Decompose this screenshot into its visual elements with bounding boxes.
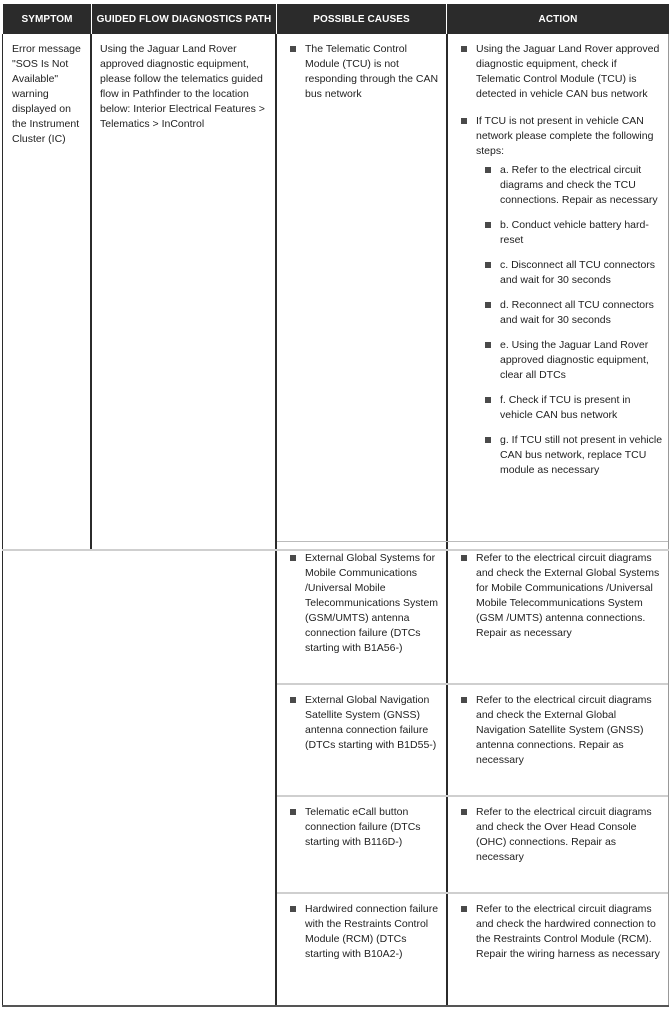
step-item: b. Conduct vehicle battery hard-reset bbox=[482, 218, 663, 248]
list-item: Refer to the electrical circuit diagrams and check the External Global Systems for Mobile Communications /Universal Mobile Telecommunications System (GSM /UMTS) antenna connections. Repair as necessary bbox=[458, 551, 663, 641]
divider bbox=[277, 892, 668, 894]
symptom-cell bbox=[12, 42, 82, 147]
step-item: a. Refer to the electrical circuit diagrams and check the TCU connections. Repair as necessary bbox=[482, 163, 663, 208]
divider bbox=[90, 34, 92, 551]
list-item: External Global Navigation Satellite System (GNSS) antenna connection failure (DTCs starting with B1D55-) bbox=[287, 693, 442, 753]
cause-cell bbox=[287, 805, 442, 861]
step-item: f. Check if TCU is present in vehicle CAN bus network bbox=[482, 393, 663, 423]
divider bbox=[668, 34, 669, 1006]
step-item: g. If TCU still not present in vehicle CAN bus network, replace TCU module as necessary bbox=[482, 433, 663, 478]
list-item: The Telematic Control Module (TCU) is not responding through the CAN bus network bbox=[287, 42, 442, 102]
header-guided-flow: GUIDED FLOW DIAGNOSTICS PATH bbox=[92, 4, 276, 34]
action-cell bbox=[458, 902, 663, 973]
action-cell bbox=[458, 551, 663, 652]
divider bbox=[2, 1005, 669, 1007]
divider bbox=[277, 683, 668, 685]
list-item: Refer to the electrical circuit diagrams and check the External Global Navigation Satellite System (GNSS) antenna connections. Repair as necessary bbox=[458, 693, 663, 768]
list-item: Using the Jaguar Land Rover approved diagnostic equipment, check if Telematic Control Module (TCU) is detected in vehicle CAN bus network bbox=[458, 42, 663, 102]
divider bbox=[275, 34, 277, 1006]
list-item bbox=[458, 114, 663, 478]
step-item: c. Disconnect all TCU connectors and wait for 30 seconds bbox=[482, 258, 663, 288]
header-possible-causes: POSSIBLE CAUSES bbox=[277, 4, 446, 34]
cause-cell bbox=[287, 42, 442, 113]
step-item: d. Reconnect all TCU connectors and wait for 30 seconds bbox=[482, 298, 663, 328]
header-action: ACTION bbox=[447, 4, 669, 34]
list-item: Refer to the electrical circuit diagrams and check the Over Head Console (OHC) connections. Repair as necessary bbox=[458, 805, 663, 865]
divider bbox=[2, 34, 3, 1006]
list-item: Hardwired connection failure with the Restraints Control Module (RCM) (DTCs starting with B10A2-) bbox=[287, 902, 442, 962]
cause-cell bbox=[287, 693, 442, 764]
divider bbox=[277, 541, 668, 542]
guided-flow-text: Using the Jaguar Land Rover approved diagnostic equipment, please follow the telematics guided flow in Pathfinder to the location below: Interior Electrical Features > Telematics > InControl bbox=[100, 43, 265, 130]
list-item: External Global Systems for Mobile Communications /Universal Mobile Telecommunications System (GSM/UMTS) antenna connection failure (DTCs starting with B1A56-) bbox=[287, 551, 442, 656]
action-cell bbox=[458, 42, 663, 489]
action-cell bbox=[458, 805, 663, 876]
list-item: Refer to the electrical circuit diagrams and check the hardwired connection to the Restraints Control Module (RCM). Repair the wiring harness as necessary bbox=[458, 902, 663, 962]
divider bbox=[446, 34, 448, 1006]
header-symptom: SYMPTOM bbox=[3, 4, 91, 34]
cause-cell bbox=[287, 551, 442, 667]
step-item: e. Using the Jaguar Land Rover approved diagnostic equipment, clear all DTCs bbox=[482, 338, 663, 383]
symptom-text: Error message "SOS Is Not Available" warning displayed on the Instrument Cluster (IC) bbox=[12, 43, 81, 145]
cause-cell bbox=[287, 902, 442, 973]
divider bbox=[277, 795, 668, 797]
list-item-text: If TCU is not present in vehicle CAN network please complete the following steps: bbox=[476, 115, 654, 157]
action-cell bbox=[458, 693, 663, 779]
list-item: Telematic eCall button connection failure (DTCs starting with B116D-) bbox=[287, 805, 442, 850]
guided-flow-cell bbox=[100, 42, 270, 132]
